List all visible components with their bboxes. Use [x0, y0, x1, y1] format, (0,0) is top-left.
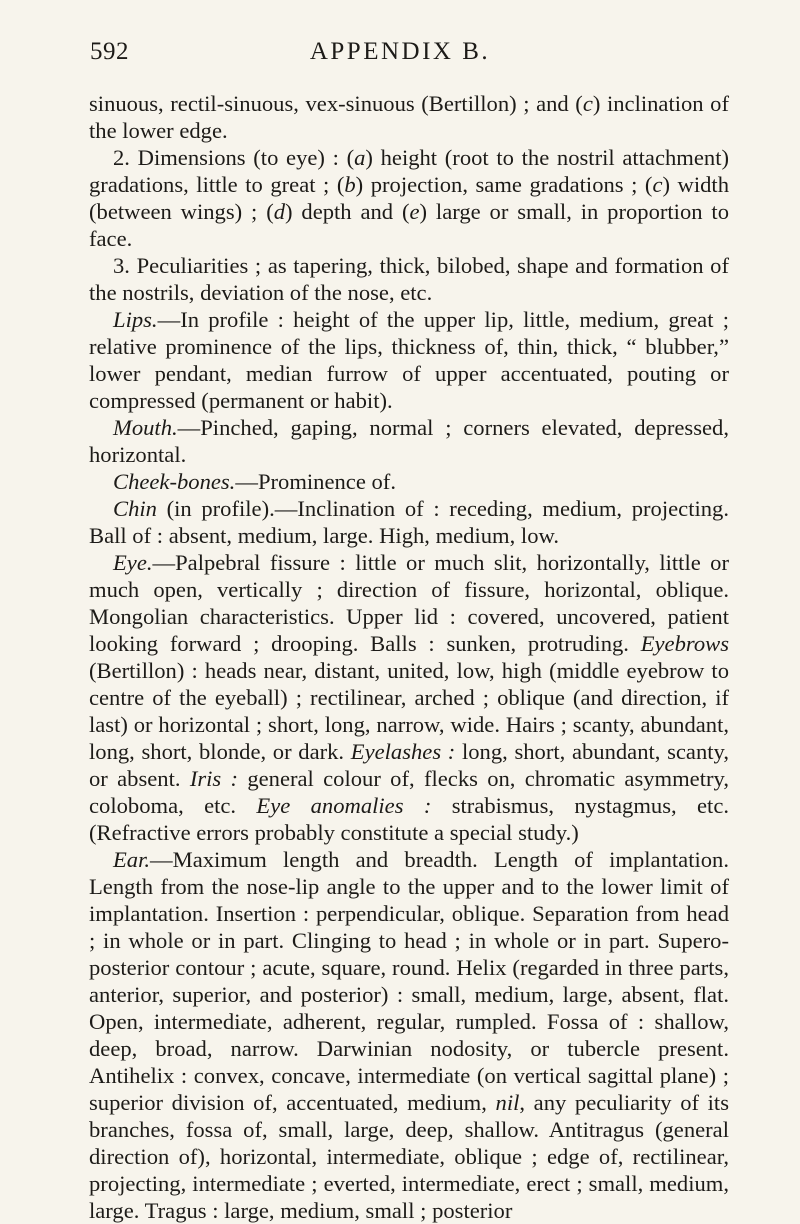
page-number: 592 — [90, 38, 129, 65]
text-run: —Palpebral fissure : little or much slit, horizontally, little or much open, vertically ; direction of fissure, horizontal, oblique. Mongolian characteristics. Upper lid : covered, uncovered, patient looking forward ; drooping. Balls : sunken, protruding. — [89, 550, 729, 656]
paragraph — [89, 306, 729, 414]
text-run: ) width (between wings) ; ( — [89, 172, 730, 224]
text-run: ) projection, same gradations ; ( — [355, 172, 653, 197]
text-run: 3. Peculiarities ; as tapering, thick, bilobed, shape and formation of the nostrils, deviation of the nose, etc. — [89, 253, 729, 305]
italic-term: Eyelashes : — [350, 739, 456, 764]
text-run: ) large or small, in proportion to face. — [89, 199, 729, 251]
italic-term: Cheek-bones. — [113, 469, 236, 494]
italic-term: b — [344, 172, 356, 197]
italic-term: Lips. — [113, 307, 158, 332]
text-run: —Pinched, gaping, normal ; corners elevated, depressed, horizontal. — [89, 415, 729, 467]
italic-term: Eye anomalies : — [256, 793, 432, 818]
paragraph — [89, 90, 729, 144]
text-run: ) height (root to the nostril attachment) gradations, little to great ; ( — [89, 145, 729, 197]
paragraph — [89, 468, 729, 495]
text-run: —Maximum length and breadth. Length of implantation. Length from the nose-lip angle to the upper and to the lower limit of implantation. Insertion : perpendicular, oblique. Separation from head ; in whole or in part. Clinging to head ; in whole or in part. Supero-posterior contour ; acute, square, round. Helix (regarded in three parts, anterior, superior, and posterior) : small, medium, large, absent, flat. Open, intermediate, adherent, regular, rumpled. Fossa of : shallow, deep, broad, narrow. Darwinian nodosity, or tubercle present. Antihelix : convex, concave, intermediate (on vertical sagittal plane) ; superior division of, accentuated, medium, — [89, 847, 729, 1115]
paragraph — [89, 495, 729, 549]
italic-term: Chin — [113, 496, 157, 521]
italic-term: d — [273, 199, 286, 224]
text-run: —In profile : height of the upper lip, little, medium, great ; relative prominence of the lips, thickness of, thin, thick, “ blubber,” lower pendant, median furrow of upper accentuated, pouting or compressed (permanent or habit). — [89, 307, 729, 413]
italic-term: c — [582, 91, 593, 116]
text-run: ) depth and ( — [285, 199, 410, 224]
italic-term: Mouth. — [113, 415, 178, 440]
italic-term: Iris : — [189, 766, 239, 791]
italic-term: nil — [495, 1090, 520, 1115]
paragraph — [89, 252, 729, 306]
text-run: (Bertillon) : heads near, distant, united, low, high (middle eyebrow to centre of the eyeball) ; rectilinear, arched ; oblique (and direction, if last) or horizontal ; short, long, narrow, wide. Hairs ; scanty, abundant, long, short, blonde, or dark. — [89, 658, 729, 764]
text-run: (in profile).—Inclination of : receding, medium, projecting. Ball of : absent, medium, large. High, medium, low. — [89, 496, 729, 548]
text-run: 2. Dimensions (to eye) : ( — [113, 145, 355, 170]
running-head: APPENDIX B. — [309, 38, 491, 65]
paragraph — [89, 549, 729, 846]
body-text — [89, 90, 729, 1224]
italic-term: Eyebrows — [640, 631, 729, 656]
italic-term: a — [354, 145, 366, 170]
paragraph — [89, 414, 729, 468]
italic-term: Eye. — [113, 550, 153, 575]
text-run: —Prominence of. — [235, 469, 396, 494]
text-run: long, short, abundant, scanty, or absent. — [89, 739, 730, 791]
text-run: sinuous, rectil-sinuous, vex-sinuous (Bertillon) ; and ( — [89, 91, 583, 116]
text-run: general colour of, flecks on, chromatic asymmetry, coloboma, etc. — [89, 766, 729, 818]
paragraph — [89, 144, 729, 252]
italic-term: c — [652, 172, 663, 197]
page-header — [0, 38, 800, 78]
text-run: ) inclination of the lower edge. — [89, 91, 729, 143]
text-run: strabismus, nystagmus, etc. (Refractive errors probably constitute a special study.) — [89, 793, 729, 845]
paragraph — [89, 846, 729, 1224]
text-run: , any peculiarity of its branches, fossa of, small, large, deep, shallow. Antitragus (general direction of), horizontal, intermediate, oblique ; edge of, rectilinear, projecting, intermediate ; everted, intermediate, erect ; small, medium, large. Tragus : large, medium, small ; posterior — [89, 1090, 730, 1223]
italic-term: e — [409, 199, 420, 224]
italic-term: Ear. — [113, 847, 151, 872]
